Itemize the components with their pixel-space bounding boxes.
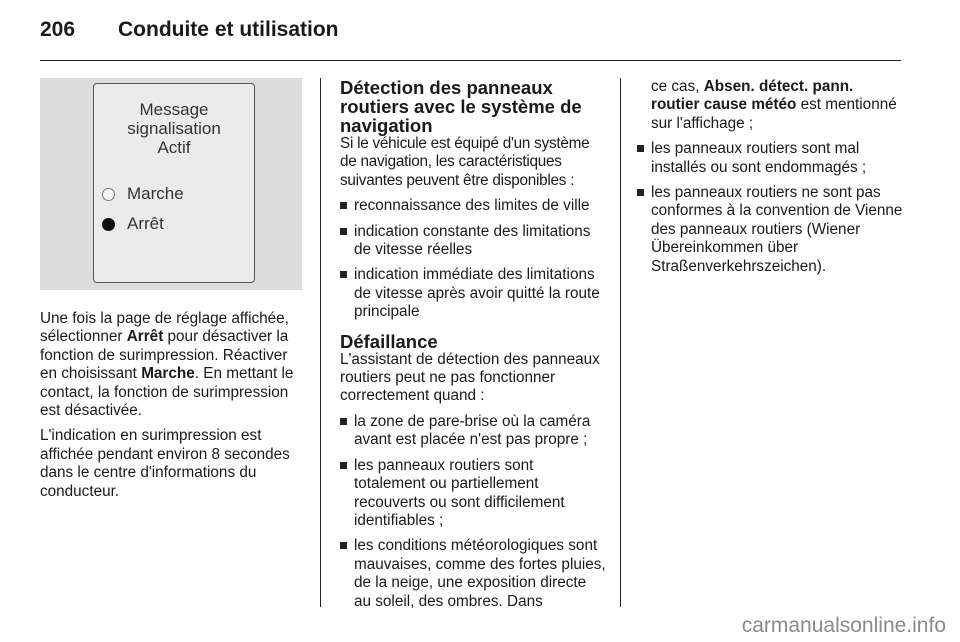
bullet-icon [340,542,347,549]
list-item-text: la zone de pare-brise où la caméra avant est placée n'est pas propre ; [354,412,591,449]
column-divider [320,78,321,607]
bullet-icon [340,462,347,469]
text: pour désactiver la fonction de surimpression. Réactiver en choisissant [40,328,289,383]
list-item [637,140,903,177]
paragraph-intro: Si le véhicule est équipé d'un système de navigation, les caractéristiques suivantes peuvent être disponibles : [340,135,590,189]
list-item [340,537,606,611]
list-item [340,266,606,321]
option-label: Marche [127,183,184,203]
feature-list [340,197,606,321]
screen-title-line: Actif [157,138,191,157]
screen-title [94,100,254,157]
list-item-text: indication constante des limitations de vitesse réelles [354,222,591,259]
option-marche [102,184,184,204]
list-item-text: reconnaissance des limites de ville [354,197,590,215]
header-divider [40,60,901,61]
display-message: Absen. détect. pann. routier cause météo [651,78,854,114]
column-2 [340,78,606,618]
option-name: Arrêt [126,328,164,346]
bullet-icon [637,189,644,196]
option-label: Arrêt [127,213,164,233]
info-display-screen [93,83,255,283]
text: Une fois la page de réglage affichée, sélectionner [40,310,289,346]
list-item [637,184,903,276]
condition-list [340,413,606,611]
condition-list [637,140,903,276]
paragraph-continued [637,78,903,133]
list-item-text: les panneaux routiers ne sont pas conformes à la convention de Vienne des panneaux routiers (Wiener Übereinkommen über Straßenverkehrszeichen). [651,184,903,275]
list-item [340,197,606,215]
paragraph-failure: L'assistant de détection des panneaux routiers peut ne pas fonctionner correctement quand : [340,350,600,405]
page-header [40,18,900,48]
radio-selected-icon [102,218,115,231]
list-item [340,223,606,260]
column-3 [637,78,903,283]
section-heading: Détection des panneaux routiers avec le système de navigation [340,77,582,136]
column-1-text [40,310,304,501]
list-item-text: indication immédiate des limitations de vitesse après avoir quitté la route principale [354,266,600,321]
display-illustration [40,78,302,290]
radio-unselected-icon [102,188,115,201]
bullet-icon [340,202,347,209]
bullet-icon [340,418,347,425]
text: . En mettant le contact, la fonction de surimpression est désactivée. [40,365,294,420]
paragraph-settings [40,310,304,420]
watermark: carmanualsonline.info [741,614,946,637]
option-arret [102,214,164,234]
list-item [340,413,606,450]
option-name: Marche [141,365,195,383]
screen-title-line: Message [139,100,209,119]
column-1 [40,78,304,508]
column-divider [620,78,621,607]
text: ce cas, [651,78,704,95]
screen-title-line: signalisation [127,119,221,138]
list-item-text: les panneaux routiers sont mal installés ou sont endommagés ; [651,140,867,176]
text: est mentionné sur l'affichage ; [651,96,897,132]
page-number: 206 [40,18,76,41]
bullet-icon [340,228,347,235]
list-item [340,457,606,531]
paragraph-duration: L'indication en surimpression est affichée pendant environ 8 secondes dans le centre d'informations du conducteur. [40,427,290,500]
list-item-text: les panneaux routiers sont totalement ou partiellement recouverts ou sont difficilement identifiables ; [354,456,565,529]
list-item-text: les conditions météorologiques sont mauvaises, comme des fortes pluies, de la neige, une exposition directe au soleil, des ombres. Dans [354,537,606,610]
bullet-icon [340,271,347,278]
chapter-title: Conduite et utilisation [118,18,339,41]
section-heading: Défaillance [340,330,438,352]
bullet-icon [637,145,644,152]
